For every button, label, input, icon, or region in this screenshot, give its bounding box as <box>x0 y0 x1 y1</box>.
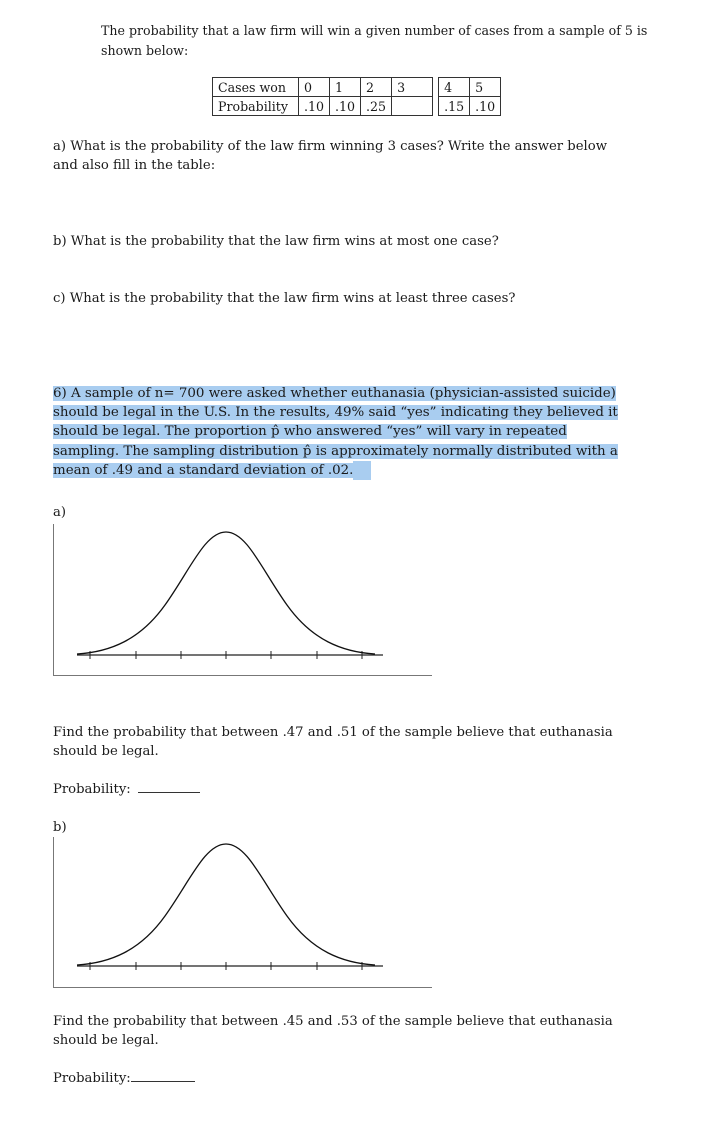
table-cell: 0 <box>298 78 329 97</box>
question-a-line-1: a) What is the probability of the law firm winning 3 cases? Write the answer below <box>53 139 607 154</box>
table-cell: 3 <box>392 78 433 97</box>
part-a-question-line-2: should be legal. <box>53 744 159 759</box>
part-a-question-line-1: Find the probability that between .47 and .51 of the sample believe that euthanasia <box>53 725 613 740</box>
part-b-answer-blank[interactable] <box>131 1069 195 1082</box>
table-cell: .15 <box>439 97 470 116</box>
intro-line-2: shown below: <box>101 43 189 58</box>
problem-6-line-3: should be legal. The proportion p̂ who answered “yes” will vary in repeated <box>53 424 567 440</box>
part-a-label: a) <box>53 505 67 520</box>
part-b-question <box>53 1012 673 1050</box>
table-cell: 1 <box>330 78 361 97</box>
table-cell: .10 <box>330 97 361 116</box>
part-b-question-line-2: should be legal. <box>53 1033 159 1048</box>
question-b: b) What is the probability that the law firm wins at most one case? <box>53 234 499 249</box>
table-cell: 5 <box>470 78 501 97</box>
intro-line-1: The probability that a law firm will win a given number of cases from a sample of 5 is <box>101 23 648 38</box>
table-header-cases-won: Cases won <box>213 78 299 97</box>
table-cell: .25 <box>361 97 392 116</box>
problem-6-line-4: sampling. The sampling distribution p̂ is approximately normally distributed with a <box>53 443 618 459</box>
part-b-probability <box>53 1069 195 1088</box>
part-a-probability-label: Probability: <box>53 782 131 797</box>
curve-b-frame <box>53 837 432 988</box>
problem-6-line-2: should be legal in the U.S. In the results, 49% said “yes” indicating they believed it <box>53 405 618 421</box>
table-header-probability: Probability <box>213 97 299 116</box>
table-cell: .10 <box>470 97 501 116</box>
question-c: c) What is the probability that the law firm wins at least three cases? <box>53 291 516 306</box>
table-cell: 2 <box>361 78 392 97</box>
question-a-line-2: and also fill in the table: <box>53 158 216 173</box>
part-b-probability-label: Probability: <box>53 1071 131 1086</box>
table-cell: 4 <box>439 78 470 97</box>
problem-6-line-1: 6) A sample of n= 700 were asked whether euthanasia (physician-assisted suicide) <box>53 386 616 401</box>
part-b-label: b) <box>53 820 67 835</box>
part-b-question-line-1: Find the probability that between .45 and .53 of the sample believe that euthanasia <box>53 1014 613 1029</box>
table-cell: .10 <box>298 97 329 116</box>
curve-b-bell <box>77 844 375 965</box>
problem-6-line-5: mean of .49 and a standard deviation of .02. <box>53 462 354 478</box>
